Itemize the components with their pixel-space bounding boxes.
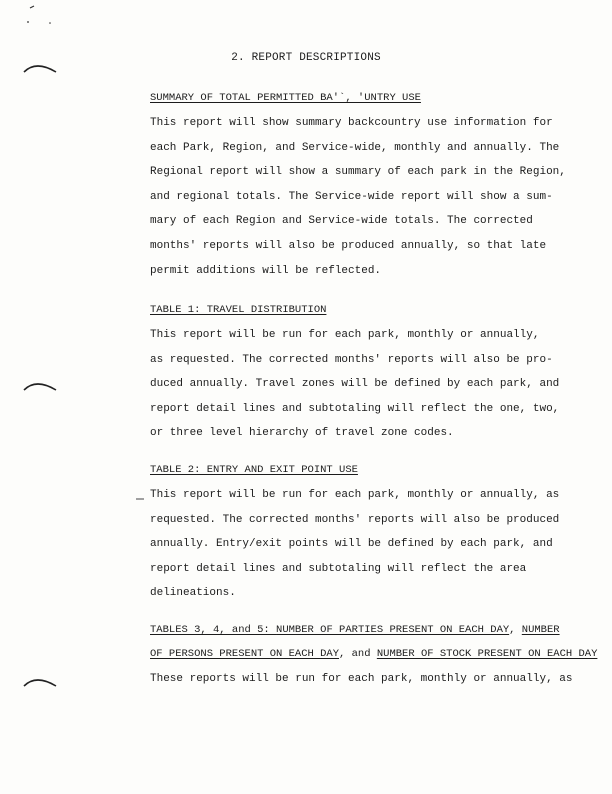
punch-hole-mark-bottom: [22, 672, 58, 688]
text-line: annually. Entry/exit points will be defined by each park, and: [150, 538, 553, 551]
section-heading-table-1: TABLE 1: TRAVEL DISTRIBUTION: [150, 304, 327, 316]
section-heading-table-2: TABLE 2: ENTRY AND EXIT POINT USE: [150, 464, 358, 476]
text-line: report detail lines and subtotaling will reflect the one, two,: [150, 402, 560, 415]
text-line: months' reports will also be produced annually, so that late: [150, 239, 547, 252]
page-title: 2. REPORT DESCRIPTIONS: [231, 52, 381, 64]
text-line: as requested. The corrected months' reports will also be pro-: [150, 353, 553, 366]
text-line: permit additions will be reflected.: [150, 264, 382, 277]
heading-stock: NUMBER OF STOCK PRESENT ON EACH DAY: [376, 648, 598, 660]
text-line: and regional totals. The Service-wide report will show a sum-: [150, 190, 553, 203]
scan-dash-left-margin: [136, 496, 146, 502]
text-line: requested. The corrected months' reports will also be produced: [150, 513, 560, 526]
text-line: This report will show summary backcountry use information for: [150, 117, 553, 129]
section-heading-tables-3-4-5-line-2: [150, 648, 597, 660]
heading-number: NUMBER: [521, 624, 560, 636]
section-heading-tables-3-4-5: [150, 624, 560, 636]
heading-parties: NUMBER OF PARTIES PRESENT ON EACH DAY: [276, 624, 510, 636]
text-line: These reports will be run for each park, monthly or annually, as: [150, 673, 573, 685]
heading-separator: , and: [339, 648, 377, 660]
text-line: duced annually. Travel zones will be defined by each park, and: [150, 378, 560, 391]
section-body-tables-3-4-5: [150, 667, 600, 692]
text-line: This report will be run for each park, monthly or annually, as: [150, 489, 560, 501]
punch-hole-mark-middle: [22, 376, 58, 392]
heading-separator: ,: [509, 624, 522, 636]
section-body-table-1: [150, 323, 600, 446]
text-line: This report will be run for each park, monthly or annually,: [150, 329, 540, 341]
scan-speck-top-left: [24, 4, 54, 26]
section-heading-summary: SUMMARY OF TOTAL PERMITTED BA'`, 'UNTRY USE: [150, 92, 421, 104]
text-line: report detail lines and subtotaling will reflect the area: [150, 562, 527, 575]
heading-persons: OF PERSONS PRESENT ON EACH DAY: [150, 648, 340, 660]
heading-prefix: TABLES 3, 4, and 5:: [150, 624, 277, 636]
text-line: Regional report will show a summary of each park in the Region,: [150, 166, 566, 179]
section-body-summary: [150, 111, 600, 283]
text-line: or three level hierarchy of travel zone codes.: [150, 427, 454, 440]
section-body-table-2: [150, 483, 600, 606]
text-line: delineations.: [150, 587, 236, 600]
text-line: mary of each Region and Service-wide totals. The corrected: [150, 215, 533, 228]
text-line: each Park, Region, and Service-wide, monthly and annually. The: [150, 141, 560, 154]
